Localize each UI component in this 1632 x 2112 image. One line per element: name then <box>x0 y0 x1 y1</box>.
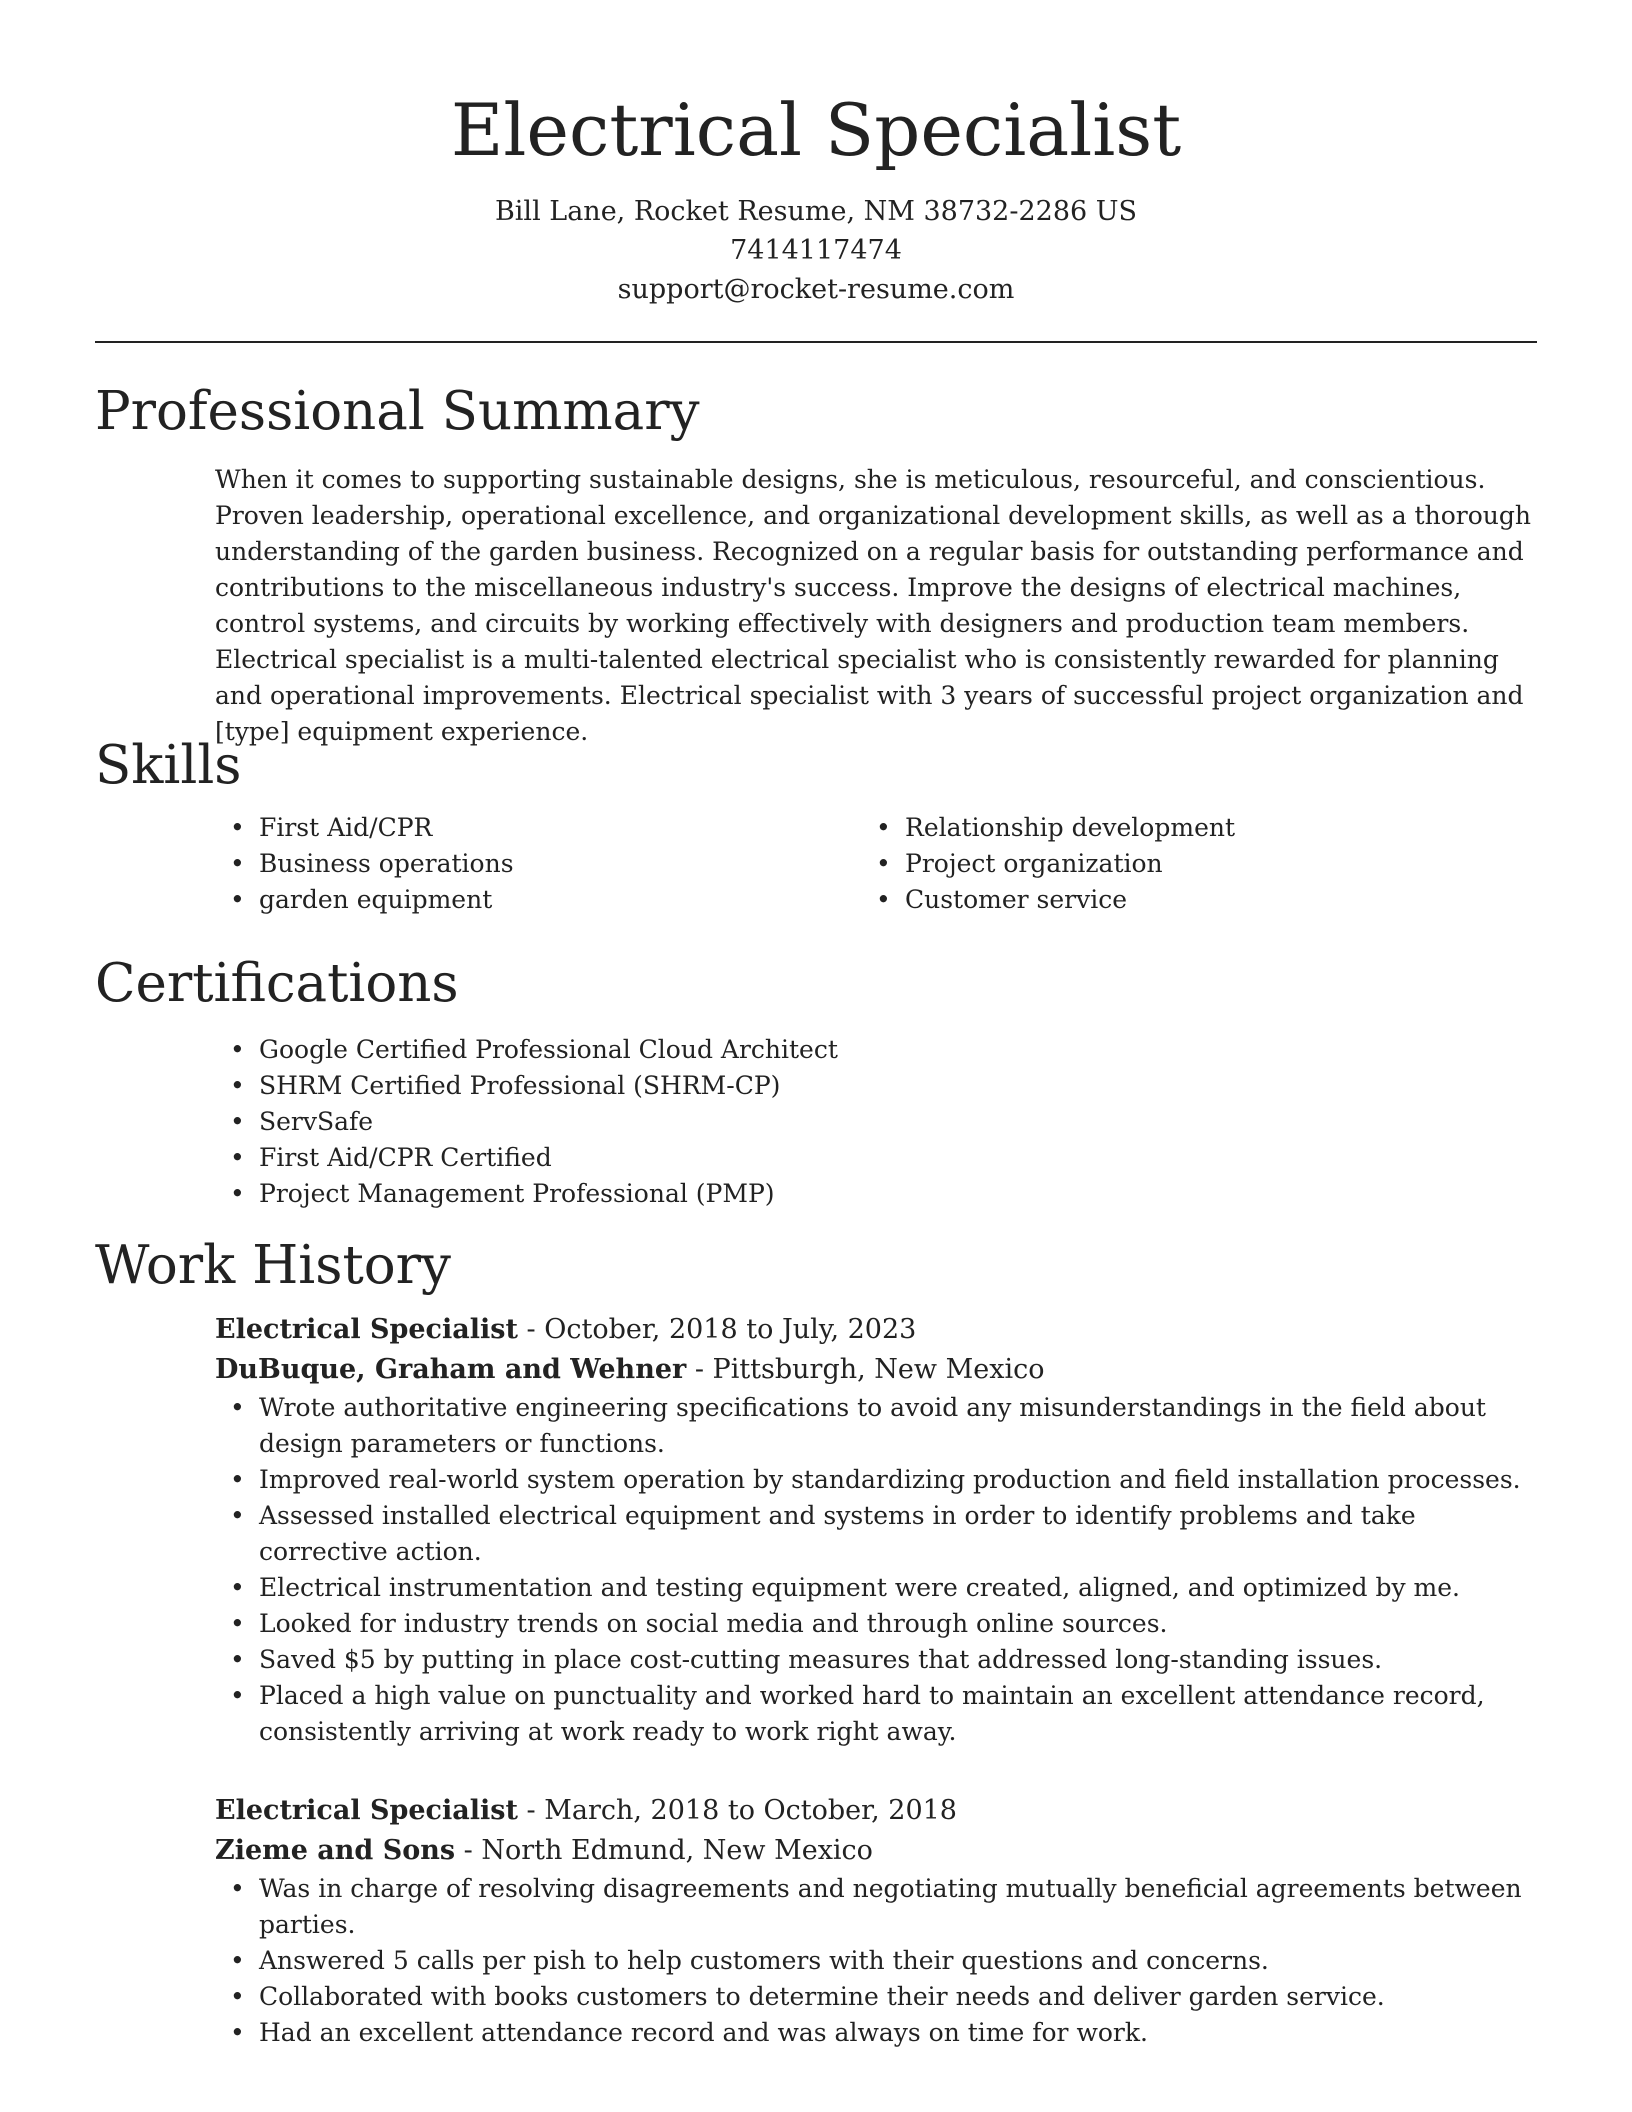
section-title-skills: Skills <box>95 735 242 796</box>
certifications-list <box>215 1032 1535 1212</box>
job-title-line <box>215 1791 1537 1831</box>
skill-item: • First Aid/CPR <box>215 810 855 846</box>
job-bullet: • Wrote authoritative engineering specifications to avoid any misunderstandings in the field about design parameters or functions. <box>215 1390 1537 1462</box>
job-company-line <box>215 1350 1537 1390</box>
job-bullet: • Assessed installed electrical equipment and systems in order to identify problems and take corrective action. <box>215 1498 1537 1570</box>
section-title-work-history: Work History <box>95 1235 451 1296</box>
job-bullet: • Improved real-world system operation by standardizing production and field installation processes. <box>215 1462 1537 1498</box>
certification-item: • Project Management Professional (PMP) <box>215 1176 1535 1212</box>
job-bullet: • Answered 5 calls per pish to help customers with their questions and concerns. <box>215 1943 1537 1979</box>
job-bullet: • Was in charge of resolving disagreements and negotiating mutually beneficial agreements between parties. <box>215 1871 1537 1943</box>
job-bullet: • Placed a high value on punctuality and worked hard to maintain an excellent attendance record, consistently arriving at work ready to work right away. <box>215 1678 1537 1750</box>
certification-item: • First Aid/CPR Certified <box>215 1140 1535 1176</box>
job-bullet: • Collaborated with books customers to determine their needs and deliver garden service. <box>215 1979 1537 2015</box>
job-bullets <box>215 1871 1537 2051</box>
skills-column-right <box>861 810 1501 918</box>
skill-item: • Business operations <box>215 846 855 882</box>
summary-text: When it comes to supporting sustainable designs, she is meticulous, resourceful, and conscientious. Proven leadership, operational excellence, and organizational development skills, as well as a thorough understanding of the garden business. Recognized on a regular basis for outstanding performance and contributions to the miscellaneous industry's success. Improve the designs of electrical machines, control systems, and circuits by working effectively with designers and production team members. Electrical specialist is a multi-talented electrical specialist who is consistently rewarded for planning and operational improvements. Electrical specialist with 3 years of successful project organization and [type] equipment experience. <box>215 465 1531 746</box>
job-company: Zieme and Sons <box>215 1835 456 1866</box>
resume-header <box>0 80 1632 309</box>
contact-phone: 7414117474 <box>730 235 902 266</box>
job-title: Electrical Specialist <box>215 1795 518 1826</box>
skills-column-left <box>215 810 855 918</box>
skill-item: • Customer service <box>861 882 1501 918</box>
job-company-line <box>215 1831 1537 1871</box>
resume-name: Electrical Specialist <box>450 88 1182 172</box>
job-company: DuBuque, Graham and Wehner <box>215 1354 687 1385</box>
job-dates: - October, 2018 to July, 2023 <box>517 1314 917 1345</box>
header-divider <box>95 341 1537 343</box>
job-bullets <box>215 1390 1537 1750</box>
job-title: Electrical Specialist <box>215 1314 518 1345</box>
job-entry <box>215 1791 1537 2051</box>
job-bullet: • Saved $5 by putting in place cost-cutting measures that addressed long-standing issues. <box>215 1642 1537 1678</box>
section-title-summary: Professional Summary <box>95 381 700 442</box>
certification-item: • SHRM Certified Professional (SHRM-CP) <box>215 1068 1535 1104</box>
skill-item: • garden equipment <box>215 882 855 918</box>
job-bullet: • Had an excellent attendance record and was always on time for work. <box>215 2015 1537 2051</box>
contact-email: support@rocket-resume.com <box>617 274 1015 305</box>
skill-item: • Relationship development <box>861 810 1501 846</box>
section-title-certifications: Certifications <box>95 953 459 1014</box>
job-bullet: • Looked for industry trends on social media and through online sources. <box>215 1606 1537 1642</box>
job-title-line <box>215 1310 1537 1350</box>
certification-item: • Google Certified Professional Cloud Architect <box>215 1032 1535 1068</box>
skill-item: • Project organization <box>861 846 1501 882</box>
contact-address: Bill Lane, Rocket Resume, NM 38732-2286 US <box>494 196 1138 227</box>
job-location: - Pittsburgh, New Mexico <box>686 1354 1045 1385</box>
job-entry <box>215 1310 1537 1750</box>
certification-item: • ServSafe <box>215 1104 1535 1140</box>
job-dates: - March, 2018 to October, 2018 <box>517 1795 957 1826</box>
job-bullet: • Electrical instrumentation and testing equipment were created, aligned, and optimized by me. <box>215 1570 1537 1606</box>
job-location: - North Edmund, New Mexico <box>455 1835 873 1866</box>
